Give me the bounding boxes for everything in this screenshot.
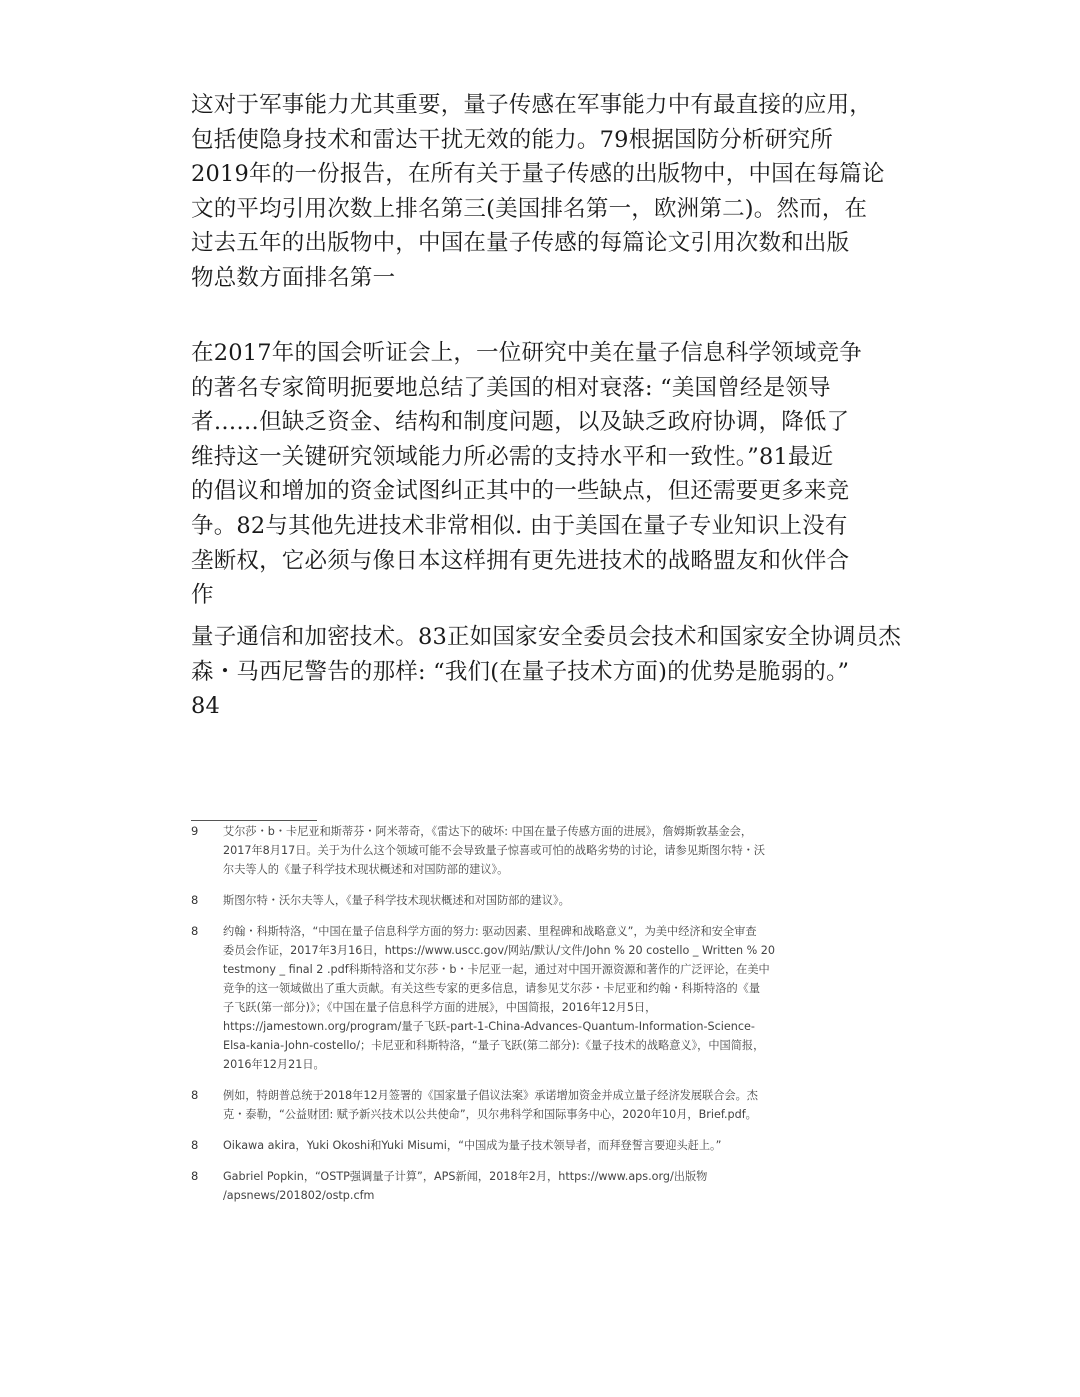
footnote-line: 竞争的这一领域做出了重大贡献。有关这些专家的更多信息，请参见艾尔莎・卡尼亚和约翰・科斯特洛的《量 xyxy=(223,982,761,995)
footnote-line: 子飞跃(第一部分)》；《中国在量子信息科学方面的进展》，中国简报，2016年12月5日， xyxy=(223,1001,657,1014)
text-line: 物总数方面排名第一 xyxy=(191,264,396,291)
footnote-line: 克・泰勒，“公益财团: 赋予新兴技术以公共使命”，贝尔弗科学和国际事务中心，2020年10月，Brief.pdf。 xyxy=(223,1108,757,1121)
footnote-number: 8 xyxy=(191,1138,199,1152)
footnote-line: /apsnews/201802/ostp.cfm xyxy=(223,1189,375,1202)
footnote-line: https://jamestown.org/program/量子飞跃-part-1-China-Advances-Quantum-Information-Science- xyxy=(223,1020,755,1033)
footnote-line: 斯图尔特・沃尔夫等人，《量子科学技术现状概述和对国防部的建议》。 xyxy=(223,894,570,907)
text-line: 包括使隐身技术和雷达干扰无效的能力。79根据国防分析研究所 xyxy=(191,126,833,153)
text-line: 作 xyxy=(191,582,214,609)
footnote-number: 8 xyxy=(191,1088,199,1102)
footnote-number: 8 xyxy=(191,893,199,907)
text-line: 的著名专家简明扼要地总结了美国的相对衰落: “美国曾经是领导 xyxy=(191,374,831,401)
footnote-line: 艾尔莎・b・卡尼亚和斯蒂芬・阿米蒂奇，《雷达下的破坏: 中国在量子传感方面的进展》，詹姆斯敦基金会， xyxy=(223,825,753,838)
body-paragraph-1 xyxy=(191,88,885,296)
footnote-line: Gabriel Popkin，“OSTP强调量子计算”，APS新闻，2018年2月，https://www.aps.org/出版物 xyxy=(223,1170,708,1183)
text-line: 过去五年的出版物中，中国在量子传感的每篇论文引用次数和出版 xyxy=(191,230,850,257)
footnote-line: Oikawa akira，Yuki Okoshi和Yuki Misumi，“中国成为量子技术领导者，而拜登誓言要迎头赶上。” xyxy=(223,1139,722,1152)
text-line: 在2017年的国会听证会上，一位研究中美在量子信息科学领域竞争 xyxy=(191,340,862,366)
footnote-line: 例如，特朗普总统于2018年12月签署的《国家量子倡议法案》承诺增加资金并成立量子经济发展联合会。杰 xyxy=(223,1089,758,1102)
text-line: 文的平均引用次数上排名第三(美国排名第一，欧洲第二)。然而，在 xyxy=(191,195,868,222)
footnote-line: testmony _ final 2 .pdf科斯特洛和艾尔莎・b・卡尼亚一起，通过对中国开源资源和著作的广泛评论，在美中 xyxy=(223,963,770,976)
body-paragraph-3 xyxy=(191,620,902,724)
footnote-number: 9 xyxy=(191,824,199,838)
text-line: 84 xyxy=(191,693,221,720)
footnote-line: 尔夫等人的《量子科学技术现状概述和对国防部的建议》。 xyxy=(223,863,509,876)
footnote xyxy=(191,891,841,910)
footnote xyxy=(191,822,841,879)
text-line: 量子通信和加密技术。83正如国家安全委员会技术和国家安全协调员杰 xyxy=(191,624,902,650)
text-line: 者……但缺乏资金、结构和制度问题，以及缺乏政府协调，降低了 xyxy=(191,409,850,436)
footnote-divider xyxy=(191,820,317,821)
text-line: 垄断权，它必须与像日本这样拥有更先进技术的战略盟友和伙伴合 xyxy=(191,547,850,574)
footnotes xyxy=(191,822,841,1217)
text-line: 2019年的一份报告，在所有关于量子传感的出版物中，中国在每篇论 xyxy=(191,161,885,188)
body-paragraph-2 xyxy=(191,336,862,613)
footnote-line: Elsa-kania-John-costello/；卡尼亚和科斯特洛，“量子飞跃(第二部分):《量子技术的战略意义》，中国简报， xyxy=(223,1039,765,1052)
footnote-number: 8 xyxy=(191,1169,199,1183)
footnote xyxy=(191,1136,841,1155)
footnote-line: 2016年12月21日。 xyxy=(223,1058,325,1071)
text-line: 森・马西尼警告的那样: “我们(在量子技术方面)的优势是脆弱的。” xyxy=(191,658,850,685)
text-line: 这对于军事能力尤其重要，量子传感在军事能力中有最直接的应用， xyxy=(191,92,873,118)
footnote-number: 8 xyxy=(191,924,199,938)
text-line: 争。82与其他先进技术非常相似. 由于美国在量子专业知识上没有 xyxy=(191,512,848,539)
footnote xyxy=(191,922,841,1074)
footnote-line: 约翰・科斯特洛，“中国在量子信息科学方面的努力: 驱动因素、里程碑和战略意义”，为美中经济和安全审查 xyxy=(223,925,757,938)
text-line: 维持这一关键研究领域能力所必需的支持水平和一致性。”81最近 xyxy=(191,443,834,470)
footnote xyxy=(191,1086,841,1124)
text-line: 的倡议和增加的资金试图纠正其中的一些缺点，但还需要更多来竞 xyxy=(191,478,850,505)
footnote xyxy=(191,1167,841,1205)
footnote-line: 委员会作证，2017年3月16日，https://www.uscc.gov/网站/默认/文件/John % 20 costello _ Written % 20 xyxy=(223,944,776,957)
footnote-line: 2017年8月17日。关于为什么这个领域可能不会导致量子惊喜或可怕的战略劣势的讨论，请参见斯图尔特・沃 xyxy=(223,844,766,857)
